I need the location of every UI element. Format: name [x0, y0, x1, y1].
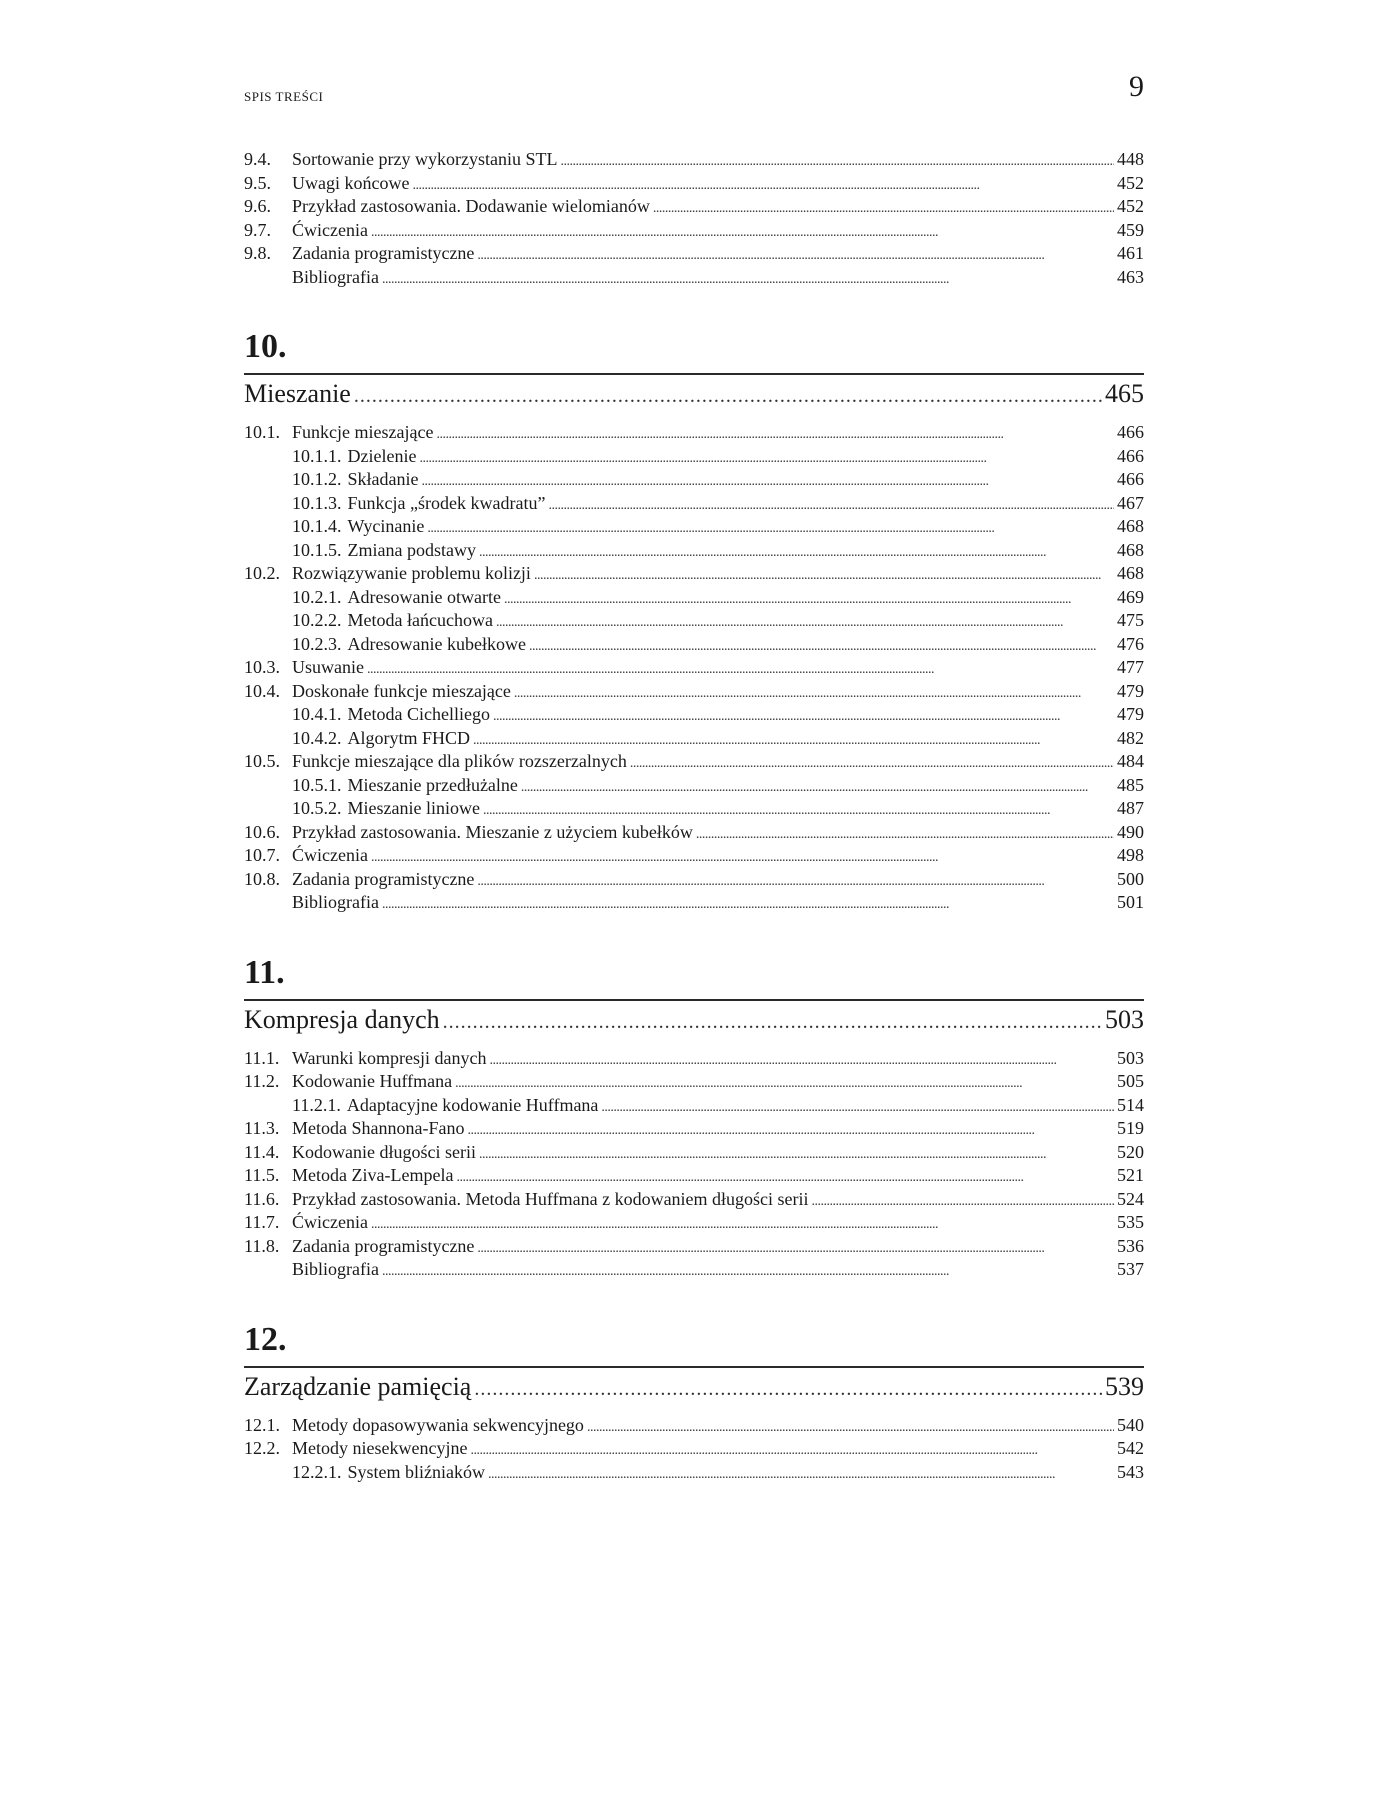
- toc-entry-number: 10.8.: [244, 868, 280, 889]
- toc-entry-page: 540: [1117, 1414, 1144, 1435]
- toc-entry[interactable]: [244, 891, 1144, 915]
- toc-entry-title: Mieszanie liniowe: [347, 798, 480, 818]
- toc-entry[interactable]: [244, 219, 1144, 243]
- toc-entry-title: Ćwiczenia: [292, 845, 368, 865]
- chapter-title-entry[interactable]: [244, 375, 1144, 413]
- toc-entry[interactable]: [244, 421, 1144, 445]
- toc-entry-number: 10.2.2.: [292, 610, 342, 630]
- toc-entry-number: 10.1.2.: [292, 469, 342, 489]
- toc-entry-page: 520: [1117, 1141, 1144, 1162]
- toc-entry-page: 459: [1117, 219, 1144, 240]
- toc-entry-page: 536: [1117, 1235, 1144, 1256]
- toc-entry-number: 9.5.: [244, 172, 271, 193]
- toc-entry[interactable]: [244, 1164, 1144, 1188]
- toc-entry-number: 9.4.: [244, 149, 271, 169]
- toc-entry-page: 535: [1117, 1212, 1144, 1232]
- toc-entry-title: Adresowanie kubełkowe: [347, 633, 526, 654]
- toc-entry-number: 10.6.: [244, 821, 280, 842]
- chapter-section: [244, 325, 1144, 915]
- dot-leader: [419, 447, 1114, 471]
- toc-entry-number: 11.2.: [244, 1071, 280, 1091]
- toc-entry-number: 9.7.: [244, 219, 271, 240]
- toc-entry-title: Metoda Cichelliego: [347, 704, 490, 724]
- toc-entry-page: 519: [1117, 1118, 1144, 1138]
- toc-entry[interactable]: [244, 609, 1144, 633]
- toc-entry-page: 468: [1117, 539, 1144, 560]
- toc-entry[interactable]: [244, 266, 1144, 290]
- toc-entry-number: 11.3.: [244, 1118, 280, 1138]
- toc-entry-page: 461: [1117, 243, 1144, 263]
- dot-leader: [653, 197, 1114, 221]
- toc-entry-page: 452: [1117, 196, 1144, 216]
- toc-entry[interactable]: [244, 562, 1144, 586]
- toc-entry-page: 476: [1117, 633, 1144, 654]
- toc-entry-page: 498: [1117, 845, 1144, 865]
- toc-entry-title: Przykład zastosowania. Metoda Huffmana z kodowaniem długości serii: [292, 1188, 809, 1209]
- toc-entry[interactable]: [244, 492, 1144, 516]
- toc-intro-group: [244, 148, 1144, 289]
- toc-entry-page: 479: [1117, 680, 1144, 701]
- chapter-number: 12.: [244, 1320, 287, 1358]
- chapter-section: [244, 1318, 1144, 1485]
- toc-entry-number: 11.2.1.: [292, 1094, 341, 1115]
- toc-entry[interactable]: [244, 539, 1144, 563]
- toc-entry-title: Funkcje mieszające: [292, 422, 434, 442]
- toc-entry-number: 10.4.: [244, 680, 280, 701]
- toc-entry[interactable]: [244, 172, 1144, 196]
- toc-entry-number: 10.1.5.: [292, 539, 342, 560]
- toc-entry-number: 10.3.: [244, 657, 280, 677]
- toc-entry[interactable]: [244, 1437, 1144, 1461]
- toc-entry-title: Doskonałe funkcje mieszające: [292, 680, 511, 701]
- toc-entry-number: 10.4.2.: [292, 727, 342, 748]
- chapter-title-entry[interactable]: [244, 1001, 1144, 1039]
- toc-entry-title: Bibliografia: [292, 266, 379, 287]
- toc-entry-title: Metoda łańcuchowa: [347, 610, 493, 630]
- toc-entry-page: 501: [1117, 892, 1144, 912]
- toc-entry-title: Metody dopasowywania sekwencyjnego: [292, 1414, 584, 1435]
- toc-entry-number: 11.4.: [244, 1141, 280, 1162]
- dot-leader: [367, 658, 1114, 682]
- dot-leader: [382, 1260, 1114, 1284]
- toc-entry-number: 10.4.1.: [292, 704, 342, 724]
- chapter-page: 503: [1105, 1004, 1144, 1034]
- toc-entry-page: 479: [1117, 704, 1144, 724]
- toc-entry-title: Metoda Ziva-Lempela: [292, 1165, 454, 1185]
- dot-leader: [467, 1119, 1114, 1143]
- chapter-title: Mieszanie: [244, 379, 351, 408]
- toc-entry-number: 11.7.: [244, 1212, 280, 1232]
- dot-leader: [504, 588, 1114, 612]
- dot-leader: [514, 682, 1114, 706]
- toc-entry[interactable]: [244, 727, 1144, 751]
- chapter-title: Zarządzanie pamięcią: [244, 1371, 472, 1401]
- toc-entry[interactable]: [244, 703, 1144, 727]
- toc-entry-title: Przykład zastosowania. Mieszanie z użyciem kubełków: [292, 821, 693, 842]
- toc-entry-title: System bliźniaków: [347, 1461, 485, 1482]
- toc-entry[interactable]: [244, 468, 1144, 492]
- toc-entry[interactable]: [244, 821, 1144, 845]
- toc-entry-title: Przykład zastosowania. Dodawanie wielomianów: [292, 196, 650, 216]
- dot-leader: [521, 776, 1114, 800]
- toc-entry-number: 10.7.: [244, 845, 280, 865]
- toc-entry-title: Ćwiczenia: [292, 1212, 368, 1232]
- toc-entry-title: Zadania programistyczne: [292, 1235, 475, 1256]
- toc-entry[interactable]: [244, 656, 1144, 680]
- dot-leader: [477, 870, 1114, 894]
- toc-entry-page: 463: [1117, 266, 1144, 287]
- toc-entry-page: 503: [1117, 1047, 1144, 1068]
- dot-leader: [412, 174, 1114, 198]
- toc-entry[interactable]: [244, 1070, 1144, 1094]
- toc-entry-number: 12.2.1.: [292, 1461, 342, 1482]
- toc-entry-title: Mieszanie przedłużalne: [347, 774, 518, 795]
- toc-entry[interactable]: [244, 633, 1144, 657]
- toc-entry-number: 10.5.: [244, 751, 280, 771]
- chapter-section: [244, 951, 1144, 1282]
- dot-leader: [474, 1370, 1102, 1408]
- toc-entry-title: Kodowanie długości serii: [292, 1141, 476, 1162]
- toc-entry-page: 537: [1117, 1259, 1144, 1279]
- toc-entry[interactable]: [244, 1141, 1144, 1165]
- toc-entry-page: 521: [1117, 1165, 1144, 1185]
- toc-entry-title: Warunki kompresji danych: [292, 1047, 487, 1068]
- toc-entry-page: 543: [1117, 1461, 1144, 1482]
- dot-leader: [477, 244, 1114, 268]
- toc-entry-title: Rozwiązywanie problemu kolizji: [292, 563, 531, 583]
- toc-entry-title: Zmiana podstawy: [347, 539, 476, 560]
- dot-leader: [371, 846, 1114, 870]
- chapter-title: Kompresja danych: [244, 1004, 440, 1034]
- dot-leader: [371, 1213, 1114, 1237]
- chapter-number: 11.: [244, 953, 285, 991]
- dot-leader: [496, 611, 1114, 635]
- toc-entry[interactable]: [244, 445, 1144, 469]
- toc-entry-title: Ćwiczenia: [292, 219, 368, 240]
- toc-entry-title: Bibliografia: [292, 1259, 379, 1279]
- toc-entry-page: 448: [1117, 149, 1144, 169]
- toc-entry-page: 468: [1117, 516, 1144, 536]
- toc-entry-number: 11.5.: [244, 1165, 280, 1185]
- chapter-page: 539: [1105, 1371, 1144, 1401]
- dot-leader: [477, 1237, 1114, 1261]
- dot-leader: [473, 729, 1114, 753]
- toc-entry-title: Dzielenie: [347, 445, 417, 466]
- dot-leader: [443, 1003, 1102, 1041]
- toc-entry-title: Kodowanie Huffmana: [292, 1071, 453, 1091]
- toc-entry[interactable]: [244, 1188, 1144, 1212]
- toc-entry[interactable]: [244, 1235, 1144, 1259]
- toc-entry-page: 490: [1117, 821, 1144, 842]
- toc-entry-title: Funkcja „środek kwadratu”: [347, 492, 546, 513]
- toc-entry-page: 500: [1117, 868, 1144, 889]
- toc-entry-title: Adaptacyjne kodowanie Huffmana: [346, 1094, 599, 1115]
- chapter-page: 465: [1105, 379, 1144, 408]
- dot-leader: [436, 423, 1114, 447]
- toc-entry-title: Metoda Shannona-Fano: [292, 1118, 465, 1138]
- toc-entry[interactable]: [244, 148, 1144, 172]
- toc-entry[interactable]: [244, 1117, 1144, 1141]
- toc-chapters: [244, 325, 1144, 1484]
- toc-entry[interactable]: [244, 750, 1144, 774]
- dot-leader: [382, 893, 1114, 917]
- toc-entry-number: 9.6.: [244, 196, 271, 216]
- dot-leader: [427, 517, 1114, 541]
- toc-entry-page: 466: [1117, 422, 1144, 442]
- toc-entry-number: 10.2.: [244, 563, 280, 583]
- dot-leader: [483, 799, 1114, 823]
- dot-leader: [493, 705, 1114, 729]
- dot-leader: [479, 1143, 1114, 1167]
- toc-entry-title: Usuwanie: [292, 657, 364, 677]
- toc-entry-page: 452: [1117, 172, 1144, 193]
- toc-entry-page: 524: [1117, 1188, 1144, 1209]
- dot-leader: [587, 1416, 1114, 1440]
- toc-entry-number: 9.8.: [244, 243, 271, 263]
- toc-entry-number: 10.1.: [244, 422, 280, 442]
- toc-entry-page: 482: [1117, 727, 1144, 748]
- toc-entry-number: 11.1.: [244, 1047, 280, 1068]
- toc-entry-title: Składanie: [347, 469, 419, 489]
- toc-entry-page: 466: [1117, 445, 1144, 466]
- dot-leader: [354, 377, 1102, 415]
- toc-entry[interactable]: [244, 680, 1144, 704]
- toc-entry[interactable]: [244, 1211, 1144, 1235]
- toc-entry-number: 10.1.1.: [292, 445, 342, 466]
- toc-entry[interactable]: [244, 586, 1144, 610]
- dot-leader: [560, 150, 1114, 174]
- toc-entry-title: Uwagi końcowe: [292, 172, 410, 193]
- dot-leader: [371, 221, 1114, 245]
- toc-entry-title: Wycinanie: [347, 516, 425, 536]
- toc-entry[interactable]: [244, 195, 1144, 219]
- dot-leader: [812, 1190, 1114, 1214]
- toc-entry-page: 485: [1117, 774, 1144, 795]
- dot-leader: [488, 1463, 1114, 1487]
- dot-leader: [470, 1439, 1114, 1463]
- toc-entry-page: 468: [1117, 563, 1144, 583]
- chapter-number: 10.: [244, 328, 287, 365]
- dot-leader: [455, 1072, 1114, 1096]
- toc-entry-number: 12.2.: [244, 1438, 280, 1458]
- toc-entry-number: 12.1.: [244, 1414, 280, 1435]
- toc-entry-page: 466: [1117, 469, 1144, 489]
- toc-entry-number: 10.2.3.: [292, 633, 342, 654]
- toc-entry-page: 514: [1117, 1094, 1144, 1115]
- toc-entry-title: Adresowanie otwarte: [347, 586, 501, 607]
- toc-entry-page: 484: [1117, 751, 1144, 771]
- toc-entry[interactable]: [244, 1414, 1144, 1438]
- toc-entry-number: 11.6.: [244, 1188, 280, 1209]
- dot-leader: [421, 470, 1114, 494]
- toc-entry-title: Zadania programistyczne: [292, 243, 475, 263]
- dot-leader: [548, 494, 1114, 518]
- dot-leader: [534, 564, 1114, 588]
- toc-entry-number: 10.1.4.: [292, 516, 342, 536]
- toc-entry-number: 11.8.: [244, 1235, 280, 1256]
- dot-leader: [601, 1096, 1114, 1120]
- toc-entry[interactable]: [244, 774, 1144, 798]
- toc-entry-title: Metody niesekwencyjne: [292, 1438, 468, 1458]
- toc-entry-number: 10.2.1.: [292, 586, 342, 607]
- toc-entry-title: Algorytm FHCD: [347, 727, 471, 748]
- toc-entry-number: 10.5.1.: [292, 774, 342, 795]
- toc-entry[interactable]: [244, 1094, 1144, 1118]
- toc-entry-number: 10.5.2.: [292, 798, 342, 818]
- toc-entry[interactable]: [244, 242, 1144, 266]
- dot-leader: [456, 1166, 1114, 1190]
- toc-entry[interactable]: [244, 844, 1144, 868]
- toc-entry-title: Funkcje mieszające dla plików rozszerzalnych: [292, 751, 627, 771]
- dot-leader: [490, 1049, 1114, 1073]
- toc-entry-page: 542: [1117, 1438, 1144, 1458]
- dot-leader: [529, 635, 1114, 659]
- page-number: 9: [1129, 70, 1144, 103]
- toc-entry[interactable]: [244, 1461, 1144, 1485]
- dot-leader: [630, 752, 1114, 776]
- toc-entry-page: 477: [1117, 657, 1144, 677]
- toc-entry[interactable]: [244, 515, 1144, 539]
- page-header: [244, 68, 1144, 108]
- dot-leader: [479, 541, 1114, 565]
- toc-entry-title: Sortowanie przy wykorzystaniu STL: [292, 149, 558, 169]
- toc-entry[interactable]: [244, 797, 1144, 821]
- running-title: SPIS TREŚCI: [244, 89, 324, 104]
- toc-entry-page: 469: [1117, 586, 1144, 607]
- table-of-contents: [244, 148, 1144, 1484]
- toc-entry-title: Zadania programistyczne: [292, 868, 475, 889]
- toc-entry[interactable]: [244, 868, 1144, 892]
- toc-entry-page: 475: [1117, 610, 1144, 630]
- toc-entry-page: 467: [1117, 492, 1144, 513]
- toc-entry-title: Bibliografia: [292, 892, 379, 912]
- toc-entry-page: 505: [1117, 1071, 1144, 1091]
- toc-entry-number: 10.1.3.: [292, 492, 342, 513]
- toc-entry[interactable]: [244, 1258, 1144, 1282]
- dot-leader: [696, 823, 1114, 847]
- chapter-title-entry[interactable]: [244, 1368, 1144, 1406]
- dot-leader: [382, 268, 1114, 292]
- toc-entry-page: 487: [1117, 798, 1144, 818]
- toc-entry[interactable]: [244, 1047, 1144, 1071]
